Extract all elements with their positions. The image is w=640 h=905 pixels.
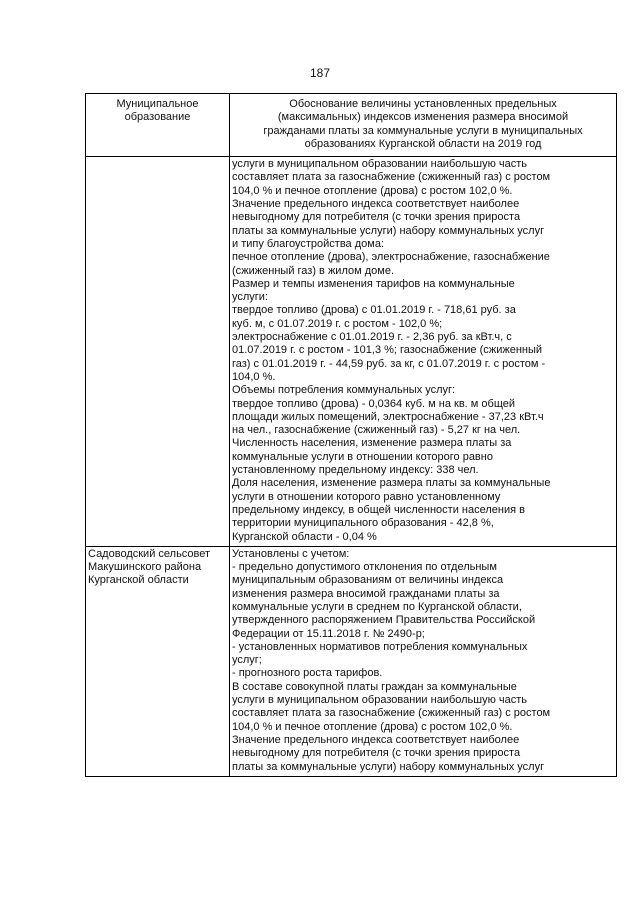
header-col1-line: образование (124, 111, 191, 124)
justification-line: платы за коммунальные услуги) набору коммунальных услуг (232, 760, 545, 773)
justification-line: электроснабжение с 01.01.2019 г. - 2,36 руб. за кВт.ч, с (232, 331, 512, 344)
header-col2-line: (максимальных) индексов изменения размера вносимой (277, 111, 569, 124)
index-justification-table (85, 93, 617, 777)
justification-line: утвержденного распоряжением Правительства Российской (232, 614, 536, 627)
municipality-cell (86, 157, 230, 547)
justification-line: услуги в отношении которого равно установленному (232, 490, 501, 503)
justification-line: услуг; (232, 654, 262, 667)
justification-line: невыгодному для потребителя (с точки зрения прироста (232, 747, 521, 760)
header-col2-line: Обоснование величины установленных предельных (289, 98, 557, 110)
justification-line: - прогнозного роста тарифов. (232, 667, 383, 680)
justification-line: платы за коммунальные услуги) набору коммунальных услуг (232, 224, 545, 237)
justification-line: - предельно допустимого отклонения по отдельным (232, 561, 497, 574)
justification-line: В составе совокупной платы граждан за коммунальные (232, 680, 517, 693)
justification-line: твердое топливо (дрова) - 0,0364 куб. м на кв. м общей (232, 397, 516, 410)
justification-line: предельному индексу, в общей численности населения в (232, 503, 525, 516)
justification-line: Федерации от 15.11.2018 г. № 2490-р; (232, 627, 425, 640)
table-header-row (86, 94, 617, 157)
justification-line: - установленных нормативов потребления коммунальных (232, 640, 528, 653)
justification-line: твердое топливо (дрова) с 01.01.2019 г. - 718,61 руб. за (232, 304, 516, 317)
justification-line: печное отопление (дрова), электроснабжение, газоснабжение (232, 251, 550, 264)
justification-line: Значение предельного индекса соответствует наиболее (232, 198, 520, 211)
justification-line: коммунальные услуги в среднем по Курганской области, (232, 600, 522, 613)
header-justification-cell (230, 94, 617, 157)
justification-line: площади жилых помещений, электроснабжение - 37,23 кВт.ч (232, 410, 544, 423)
municipality-name-line: Курганской области (88, 574, 189, 587)
justification-line: установленному предельному индексу: 338 чел. (232, 464, 479, 477)
justification-line: 104,0 % и печное отопление (дрова) с ростом 102,0 %. (232, 720, 513, 733)
justification-line: территории муниципального образования - 42,8 %, (232, 517, 494, 530)
justification-line: муниципальным образованиям от величины индекса (232, 574, 504, 587)
justification-line: куб. м, с 01.07.2019 г. с ростом - 102,0 %; (232, 317, 443, 330)
justification-cell (230, 157, 617, 547)
justification-line: Объемы потребления коммунальных услуг: (232, 384, 456, 397)
justification-line: газ) с 01.01.2019 г. - 44,59 руб. за кг, с 01.07.2019 г. с ростом - (232, 357, 546, 370)
justification-line: составляет плата за газоснабжение (сжиженный газ) с ростом (232, 171, 551, 184)
justification-line: составляет плата за газоснабжение (сжиженный газ) с ростом (232, 707, 551, 720)
justification-line: Значение предельного индекса соответствует наиболее (232, 733, 520, 746)
header-col1-line: Муниципальное (116, 98, 199, 110)
justification-line: Доля населения, изменение размера платы за коммунальные (232, 477, 551, 490)
justification-cell (230, 546, 617, 776)
justification-line: Размер и темпы изменения тарифов на коммунальные (232, 277, 515, 290)
justification-line: (сжиженный газ) в жилом доме. (232, 264, 395, 277)
justification-line: изменения размера вносимой гражданами платы за (232, 587, 500, 600)
justification-line: 104,0 % и печное отопление (дрова) с ростом 102,0 %. (232, 184, 513, 197)
justification-line: Установлены с учетом: (232, 547, 350, 560)
municipality-cell (86, 546, 230, 776)
justification-line: 01.07.2019 г. с ростом - 101,3 %; газоснабжение (сжиженный (232, 344, 543, 357)
justification-line: 104,0 %. (232, 370, 276, 383)
justification-line: и типу благоустройства дома: (232, 237, 385, 250)
page-number: 187 (309, 66, 331, 80)
justification-line: услуги: (232, 291, 269, 304)
justification-line: на чел., газоснабжение (сжиженный газ) - 5,27 кг на чел. (232, 424, 521, 437)
municipality-name-line: Садоводский сельсовет (88, 547, 211, 560)
table-row (86, 157, 617, 547)
justification-line: услуги в муниципальном образовании наибольшую часть (232, 694, 528, 707)
header-col2-line: образованиях Курганской области на 2019 год (304, 137, 542, 150)
justification-line: коммунальные услуги в отношении которого равно (232, 450, 493, 463)
header-municipality-cell (86, 94, 230, 157)
header-col2-line: гражданами платы за коммунальные услуги в муниципальных (263, 124, 583, 137)
justification-line: Численность населения, изменение размера платы за (232, 437, 512, 450)
municipality-name-line: Макушинского района (88, 561, 202, 574)
justification-line: Курганской области - 0,04 % (232, 530, 377, 543)
table-row (86, 546, 617, 776)
justification-line: услуги в муниципальном образовании наибольшую часть (232, 158, 528, 171)
justification-line: невыгодному для потребителя (с точки зрения прироста (232, 211, 521, 224)
